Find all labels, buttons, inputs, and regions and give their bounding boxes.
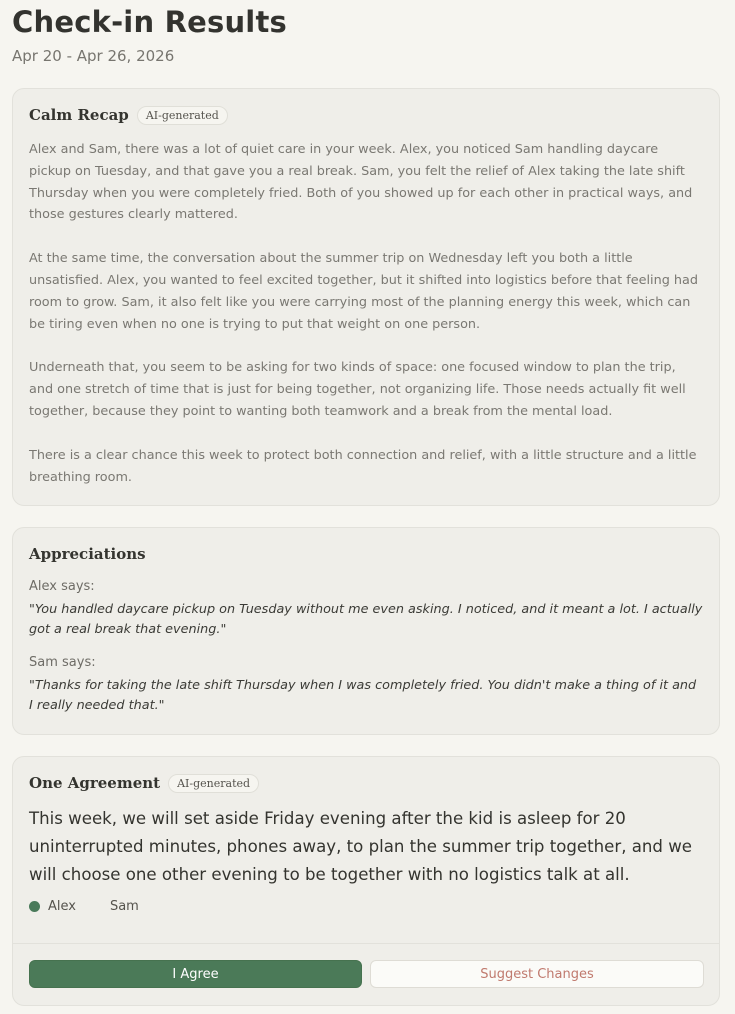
agreement-card <box>12 756 720 1006</box>
calm-recap-title: Calm Recap <box>29 106 129 124</box>
ai-generated-badge: AI-generated <box>168 774 259 793</box>
recap-paragraph: At the same time, the conversation about the summer trip on Wednesday left you both a little unsatisfied. Alex, you wanted to feel excited together, but it shifted into logistics before that feeling had room to grow. Sam, it also felt like you were carrying most of the planning energy this week, which can be tiring even when no one is trying to put that weight on one person. <box>29 251 698 332</box>
appreciations-header <box>29 544 703 564</box>
agreement-title: One Agreement <box>29 774 161 792</box>
recap-paragraph: Alex and Sam, there was a lot of quiet care in your week. Alex, you noticed Sam handling daycare pickup on Tuesday, and that gave you a real break. Sam, you felt the relief of Alex taking the late shift Thursday when you were completely fried. Both of you showed up for each other in practical ways, and those gestures clearly mattered. <box>29 142 693 223</box>
appreciation-item <box>29 654 703 715</box>
agreement-text: This week, we will set aside Friday evening after the kid is asleep for 20 uninterrupted minutes, phones away, to plan the summer trip together, and we will choose one other evening to be together with no logistics talk at all. <box>29 809 693 884</box>
appreciation-quote: "Thanks for taking the late shift Thursday when I was completely fried. You didn't make a thing of it and I really needed that." <box>29 678 697 713</box>
appreciation-author: Alex says: <box>29 579 95 594</box>
appreciations-card <box>12 527 720 735</box>
appreciation-author: Sam says: <box>29 655 96 670</box>
calm-recap-header <box>29 105 703 125</box>
signer-name-sam: Sam <box>109 899 139 914</box>
recap-paragraph: Underneath that, you seem to be asking for two kinds of space: one focused window to plan the trip, and one stretch of time that is just for being together, not organizing life. Those needs actually fit well together, because they point to wanting both teamwork and a break from the mental load. <box>29 360 686 419</box>
appreciations-title: Appreciations <box>29 545 146 563</box>
signer-name-alex: Alex <box>48 899 76 914</box>
appreciation-item <box>29 578 703 639</box>
page-title: Check-in Results <box>12 5 287 39</box>
agreement-divider <box>13 943 719 944</box>
calm-recap-body <box>29 139 703 488</box>
appreciation-quote: "You handled daycare pickup on Tuesday without me even asking. I noticed, and it meant a lot. I actually got a real break that evening." <box>29 602 703 637</box>
agreed-status-dot <box>29 901 40 912</box>
agree-button[interactable]: I Agree <box>29 960 362 988</box>
calm-recap-card <box>12 88 720 506</box>
agreement-header <box>29 773 703 793</box>
check-in-results-page <box>12 0 720 982</box>
recap-paragraph: There is a clear chance this week to protect both connection and relief, with a little structure and a little breathing room. <box>29 447 697 485</box>
ai-generated-badge: AI-generated <box>137 106 228 125</box>
date-range: Apr 20 - Apr 26, 2026 <box>12 47 175 65</box>
suggest-changes-button[interactable]: Suggest Changes <box>370 960 704 988</box>
agreement-signers <box>29 899 703 914</box>
